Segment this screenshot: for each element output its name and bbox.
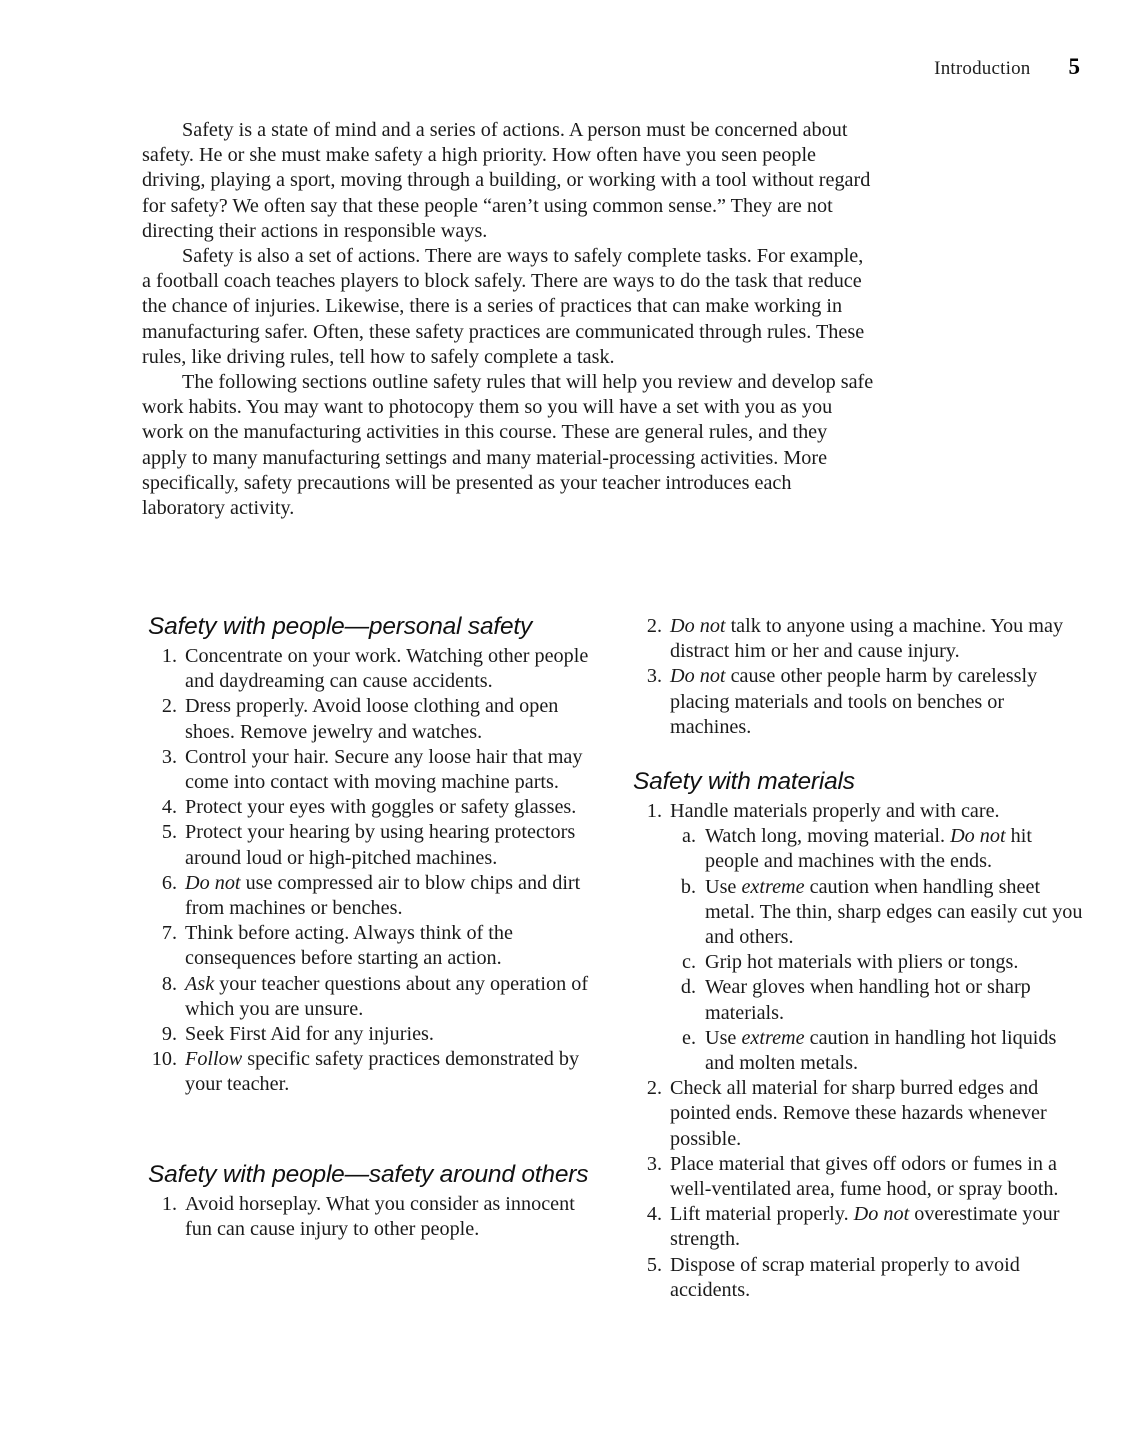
list-item-marker: c. [681,951,696,974]
rules-columns [0,612,1133,1342]
emphasis-text: Do not [670,665,726,688]
list-item [633,1202,1088,1252]
list-item-text: Control your hair. Secure any loose hair that may come into contact with moving machine parts. [185,745,583,794]
emphasis-text: Ask [185,972,215,995]
list-item-marker: a. [681,825,696,848]
list-safety-with-materials [633,799,1088,1303]
left-column [148,612,603,1242]
list-item-marker: 5. [161,821,177,844]
list-item [670,824,1088,874]
emphasis-text: Do not [185,871,241,894]
intro-paragraph: Safety is a state of mind and a series of actions. A person must be concerned about safety. He or she must make safety a high priority. How often have you seen people driving, playing a sport, moving through a building, or working with a tool without regard for safety? We often say that these people “aren’t using common sense.” They are not directing their actions in responsible ways. [142,119,871,242]
list-item-marker: 10. [151,1048,177,1071]
list-item-text: Concentrate on your work. Watching other people and daydreaming can cause accidents. [185,645,589,693]
list-item-text: Avoid horseplay. What you consider as innocent fun can cause injury to other people. [185,1192,575,1240]
intro-body [142,118,875,521]
list-item [148,694,603,744]
list-item-text: Do not cause other people harm by carelessly placing materials and tools on benches or machines. [670,665,1038,738]
list-item [148,1047,603,1097]
list-item-text: Use extreme caution in handling hot liquids and molten metals. [705,1026,1057,1075]
emphasis-text: Do not [950,825,1006,848]
list-item [148,921,603,971]
emphasis-text: extreme [741,875,805,898]
heading-personal-safety: Safety with people—personal safety [148,613,533,640]
list-item [670,975,1088,1025]
intro-paragraph: The following sections outline safety rules that will help you review and develop safe work habits. You may want to photocopy them so you will have a set with you as you work on the manufacturing activities in this course. These are general rules, and they apply to many manufacturing settings and many material-processing activities. More specifically, safety precautions will be presented as your teacher introduces each laboratory activity. [142,371,874,520]
list-item-text: Handle materials properly and with care. [670,800,1000,823]
list-item [670,1026,1088,1076]
list-item-text: Lift material properly. Do not overestimate your strength. [670,1203,1060,1251]
list-item-marker: 1. [161,1192,177,1215]
list-item-marker: 5. [646,1253,662,1276]
list-item-text: Protect your hearing by using hearing protectors around loud or high-pitched machines. [185,821,576,869]
list-item [148,1022,603,1047]
list-item-text: Dress properly. Avoid loose clothing and open shoes. Remove jewelry and watches. [185,695,559,743]
list-item-text: Dispose of scrap material properly to avoid accidents. [670,1253,1020,1301]
running-head [934,54,1080,80]
list-safety-around-others-right [633,614,1088,740]
right-column [633,612,1088,1303]
list-item-marker: 6. [161,871,177,894]
sub-list [670,824,1088,1076]
list-item-text: Protect your eyes with goggles or safety glasses. [185,796,577,819]
list-item-marker: 9. [161,1023,177,1046]
list-item-marker: 3. [646,665,662,688]
list-item [148,1192,603,1242]
emphasis-text: Follow [185,1048,243,1071]
list-item [633,799,1088,1076]
intro-paragraph: Safety is also a set of actions. There are ways to safely complete tasks. For example, a football coach teaches players to block safely. There are ways to do the task that reduce the chance of injuries. Likewise, there is a series of practices that can make working in manufacturing safer. Often, these safety practices are communicated through rules. These rules, like driving rules, tell how to safely complete a task. [142,245,865,368]
list-item-text: Think before acting. Always think of the consequences before starting an action. [185,922,513,970]
list-item-text: Seek First Aid for any injuries. [185,1023,434,1046]
list-item-text: Follow specific safety practices demonstrated by your teacher. [185,1048,580,1096]
list-item-text: Do not use compressed air to blow chips and dirt from machines or benches. [185,871,581,920]
list-item-text: Grip hot materials with pliers or tongs. [705,951,1019,974]
section-spacer [148,1098,603,1160]
list-item-marker: 8. [161,972,177,995]
list-item-text: Watch long, moving material. Do not hit people and machines with the ends. [705,825,1032,873]
list-item [148,972,603,1022]
list-item [148,871,603,921]
list-item-marker: 2. [646,615,662,637]
list-item-text: Wear gloves when handling hot or sharp materials. [705,976,1031,1024]
list-item [633,1076,1088,1152]
list-item-text: Do not talk to anyone using a machine. You may distract him or her and cause injury. [670,615,1064,663]
list-item [148,644,603,694]
heading-safety-with-materials: Safety with materials [633,768,855,796]
emphasis-text: Do not [670,615,726,637]
running-head-title: Introduction [934,58,1031,79]
list-item-marker: e. [681,1026,696,1049]
list-item-marker: 1. [161,645,177,667]
list-item-marker: 4. [646,1203,662,1226]
list-personal-safety [148,644,603,1098]
list-item-marker: 4. [161,796,177,819]
emphasis-text: Do not [853,1203,910,1226]
list-item [633,1152,1088,1202]
list-item-text: Check all material for sharp burred edges and pointed ends. Remove these hazards whenever possible. [670,1077,1047,1150]
list-item-marker: 7. [161,922,177,945]
list-item [670,875,1088,951]
list-item [148,745,603,795]
list-item [633,1253,1088,1303]
list-item-marker: b. [680,875,696,898]
list-item-text: Ask your teacher questions about any operation of which you are unsure. [185,972,589,1020]
page-number: 5 [1068,54,1080,79]
list-item-text: Place material that gives off odors or fumes in a well-ventilated area, fume hood, or spray booth. [670,1152,1059,1201]
emphasis-text: extreme [741,1026,805,1049]
list-item-marker: 1. [646,800,662,823]
list-safety-around-others-left [148,1192,603,1242]
list-item [148,795,603,820]
list-item-marker: d. [680,976,696,999]
list-item-marker: 2. [161,695,177,718]
list-item [670,950,1088,975]
list-item-marker: 2. [646,1077,662,1100]
list-item [633,664,1088,740]
list-item-marker: 3. [161,745,177,768]
heading-safety-around-others: Safety with people—safety around others [148,1160,589,1188]
list-item-text: Use extreme caution when handling sheet metal. The thin, sharp edges can easily cut you and others. [705,875,1083,949]
list-item-marker: 3. [646,1152,662,1175]
list-item [633,614,1088,664]
list-item [148,820,603,870]
